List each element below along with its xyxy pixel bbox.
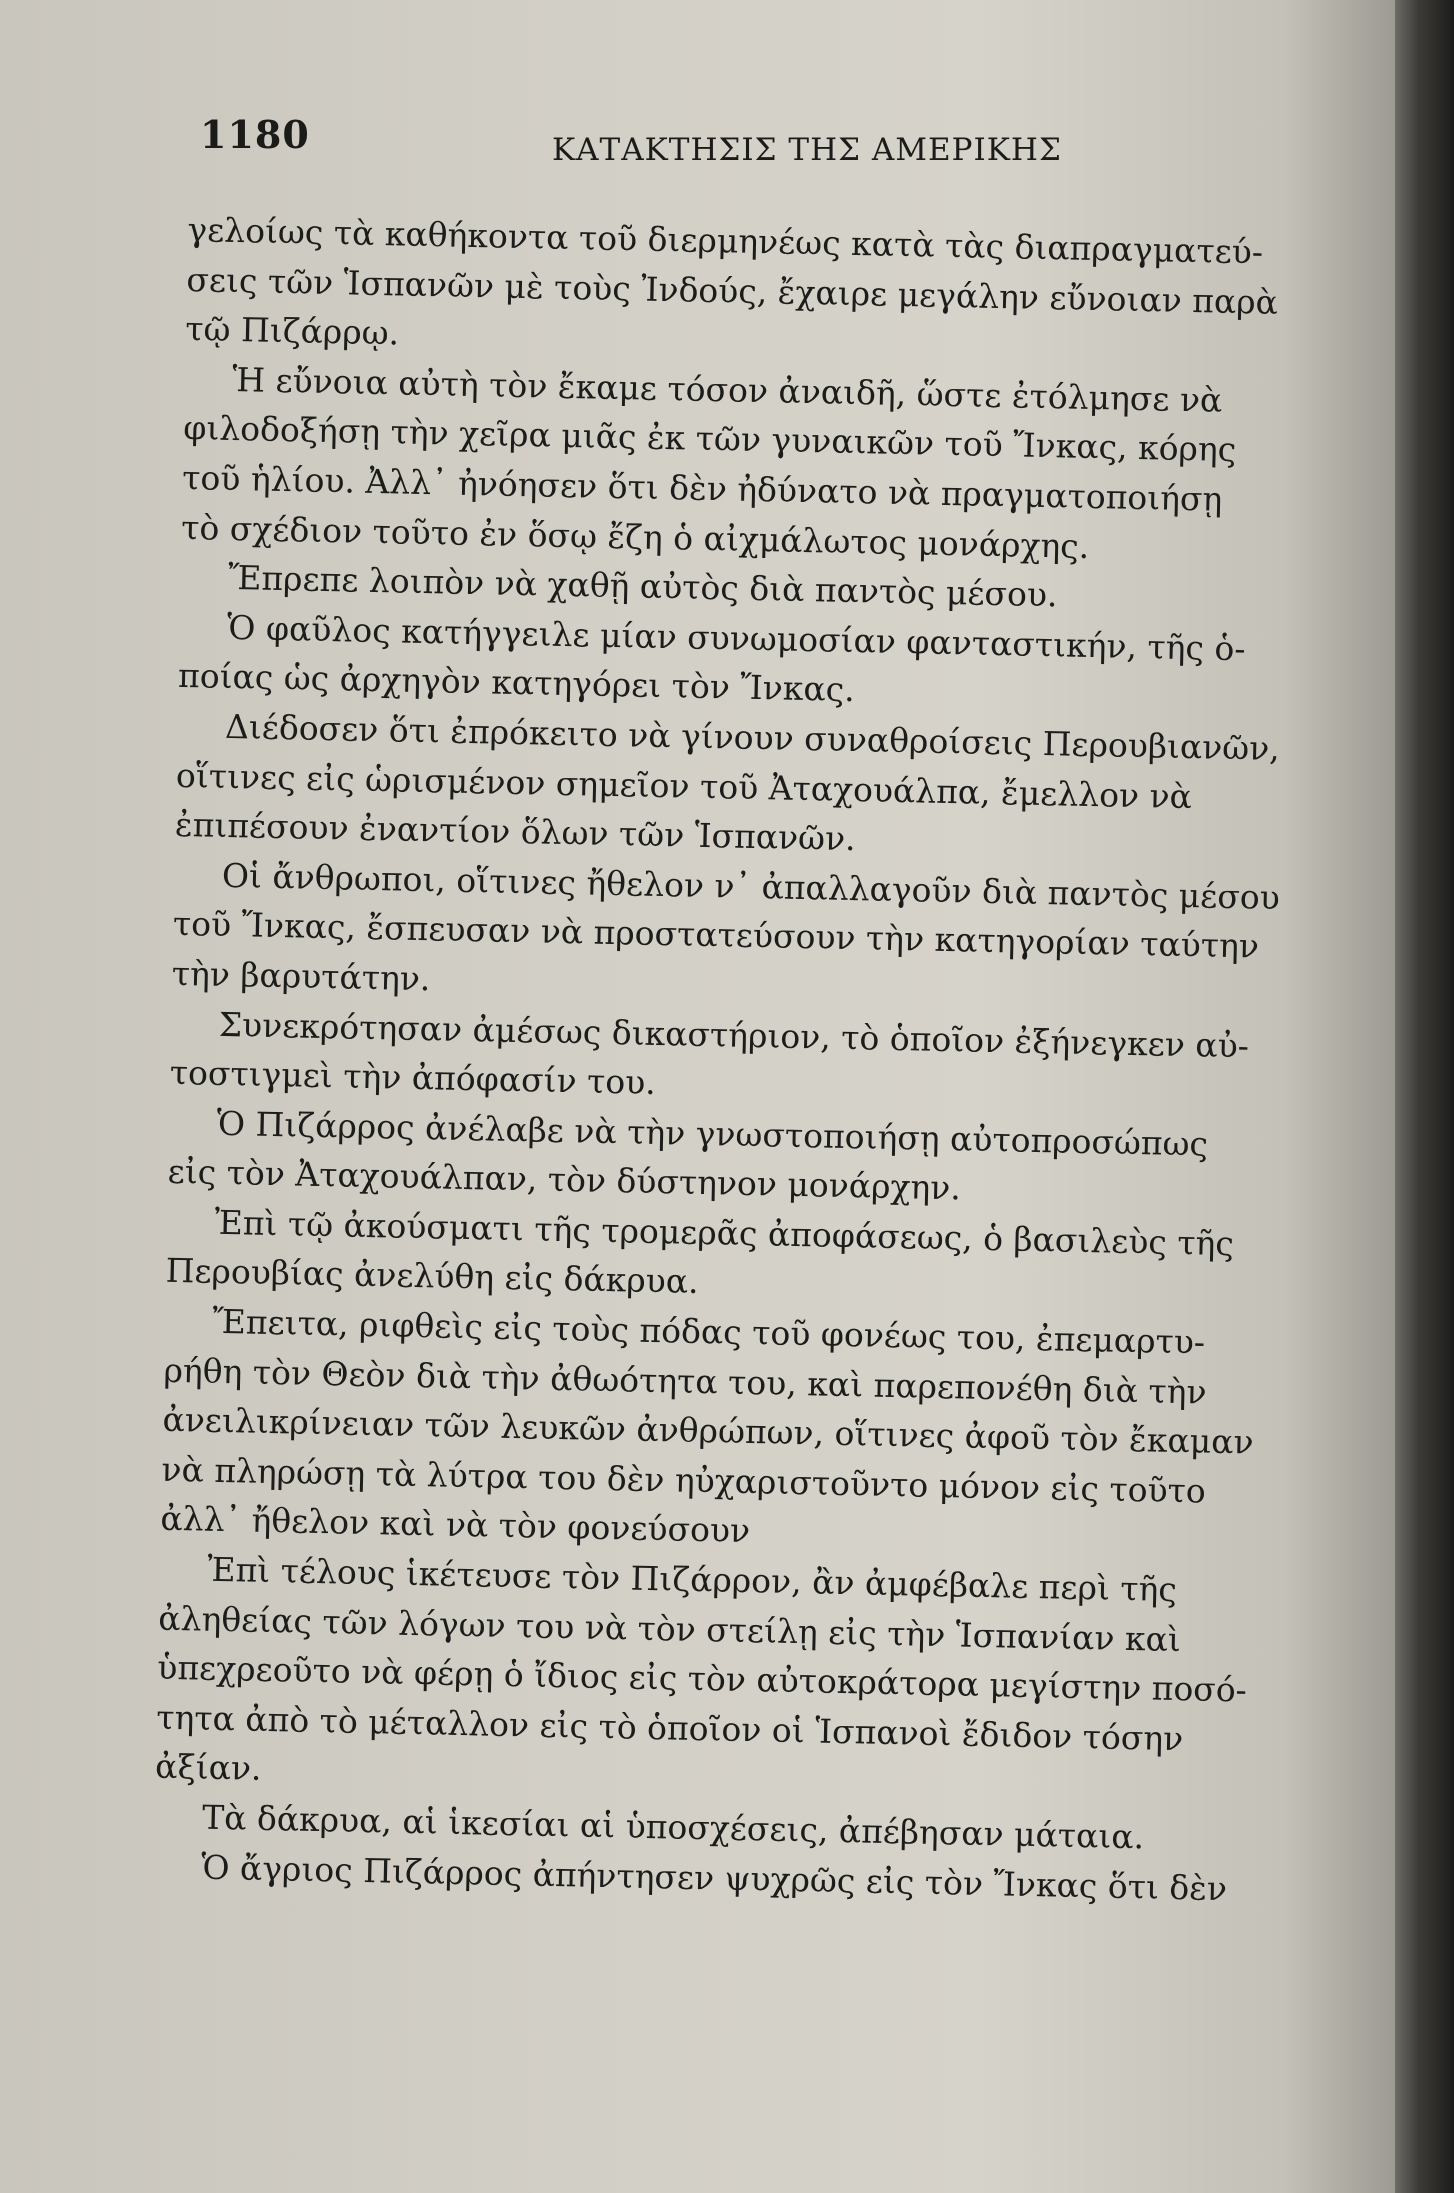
text-line: τοστιγμεὶ τὴν ἀπόφασίν του. — [169, 1052, 657, 1103]
page-gutter-shadow — [1395, 0, 1454, 2193]
text-line: ὑπεχρεοῦτο νὰ φέρῃ ὁ ἴδιος εἰς τὸν αὐτοκράτορα μεγίστην ποσό- — [156, 1647, 1248, 1710]
text-line: Διέδοσεν ὅτι ἐπρόκειτο νὰ γίνουν συναθροίσεις Περουβιανῶν, — [224, 706, 1281, 768]
text-line: σεις τῶν Ἱσπανῶν μὲ τοὺς Ἰνδούς, ἔχαιρε μεγάλην εὔνοιαν παρὰ — [186, 259, 1279, 322]
text-line: ἀλλ᾽ ἤθελον καὶ νὰ τὸν φονεύσουν — [160, 1499, 751, 1551]
running-title: ΚΑΤΑΚΤΗΣΙΣ ΤΗΣ ΑΜΕΡΙΚΗΣ — [552, 132, 1062, 168]
text-line: Ἔπειτα, ριφθεὶς εἰς τοὺς πόδας τοῦ φονέως του, ἐπεμαρτυ- — [212, 1301, 1206, 1362]
text-line: τοῦ ἡλίου. Ἀλλ᾽ ἠνόησεν ὅτι δὲν ἠδύνατο νὰ πραγματοποιήσῃ — [181, 457, 1223, 519]
text-line: Τὰ δάκρυα, αἱ ἱκεσίαι αἱ ὑποσχέσεις, ἀπέβησαν μάταια. — [201, 1797, 1145, 1857]
body-text — [153, 205, 1343, 1915]
text-line: Ὁ ἄγριος Πιζάρρος ἀπήντησεν ψυχρῶς εἰς τὸν Ἴνκας ὅτι δὲν — [200, 1847, 1228, 1908]
text-line: Ὁ φαῦλος κατήγγειλε μίαν συνωμοσίαν φανταστικήν, τῆς ὁ- — [226, 607, 1246, 668]
text-line: εἰς τὸν Ἀταχουάλπαν, τὸν δύστηνον μονάρχην. — [167, 1152, 962, 1208]
text-line: τὴν βαρυτάτην. — [171, 953, 431, 999]
text-line: Συνεκρότησαν ἀμέσως δικαστήριον, τὸ ὁποῖον ἐξήνεγκεν αὐ- — [218, 1004, 1250, 1065]
text-line: Ἐπὶ τέλους ἱκέτευσε τὸν Πιζάρρον, ἂν ἀμφέβαλε περὶ τῆς — [207, 1549, 1178, 1610]
text-line: τῷ Πιζάρρῳ. — [185, 309, 400, 353]
text-line: τητα ἀπὸ τὸ μέταλλον εἰς τὸ ὁποῖον οἱ Ἱσπανοὶ ἔδιδον τόσην — [155, 1697, 1184, 1758]
text-line: γελοίως τὰ καθήκοντα τοῦ διερμηνέως κατὰ τὰς διαπραγματεύ- — [187, 209, 1264, 272]
text-line: ἀξίαν. — [154, 1747, 262, 1789]
page-number: 1180 — [200, 112, 310, 157]
text-line: ἀληθείας τῶν λόγων του νὰ τὸν στείλῃ εἰς τὴν Ἱσπανίαν καὶ — [157, 1598, 1182, 1659]
text-line: Ἐπὶ τῷ ἀκούσματι τῆς τρομερᾶς ἀποφάσεως, ὁ βασιλεὺς τῆς — [214, 1202, 1235, 1264]
text-line: νὰ πληρώσῃ τὰ λύτρα του δὲν ηὐχαριστοῦντο μόνον εἰς τοῦτο — [161, 1449, 1207, 1511]
text-line: φιλοδοξήσῃ τὴν χεῖρα μιᾶς ἐκ τῶν γυναικῶν τοῦ Ἴνκας, κόρης — [182, 408, 1237, 470]
text-line: ρήθη τὸν Θεὸν διὰ τὴν ἀθωότητα του, καὶ παρεπονέθη διὰ τὴν — [163, 1350, 1207, 1412]
text-line: Ὁ Πιζάρρος ἀνέλαβε νὰ τὴν γνωστοποιήσῃ αὐτοπροσώπως — [216, 1103, 1209, 1164]
text-line: ἐπιπέσουν ἐναντίον ὅλων τῶν Ἱσπανῶν. — [174, 804, 857, 859]
text-line: οἵτινες εἰς ὡρισμένον σημεῖον τοῦ Ἀταχουάλπα, ἔμελλον νὰ — [175, 755, 1193, 816]
text-line: τοῦ Ἴνκας, ἔσπευσαν νὰ προστατεύσουν τὴν κατηγορίαν ταύτην — [172, 904, 1260, 966]
text-line: Οἱ ἄνθρωποι, οἵτινες ἤθελον ν᾽ ἀπαλλαγοῦν διὰ παντὸς μέσου — [221, 855, 1281, 917]
text-line: Περουβίας ἀνελύθη εἰς δάκρυα. — [165, 1251, 700, 1302]
page-header — [200, 112, 1200, 172]
text-line: Ἔπρεπε λοιπὸν νὰ χαθῇ αὐτὸς διὰ παντὸς μέσου. — [227, 558, 1058, 615]
text-line: ποίας ὡς ἀρχηγὸν κατηγόρει τὸν Ἴνκας. — [177, 656, 856, 710]
text-line: Ἡ εὔνοια αὐτὴ τὸν ἔκαμε τόσον ἀναιδῆ, ὥστε ἐτόλμησε νὰ — [231, 359, 1223, 420]
text-line: ἀνειλικρίνειαν τῶν λευκῶν ἀνθρώπων, οἵτινες ἀφοῦ τὸν ἔκαμαν — [162, 1399, 1254, 1462]
text-line: τὸ σχέδιον τοῦτο ἐν ὅσῳ ἔζη ὁ αἰχμάλωτος μονάρχης. — [180, 507, 1090, 566]
